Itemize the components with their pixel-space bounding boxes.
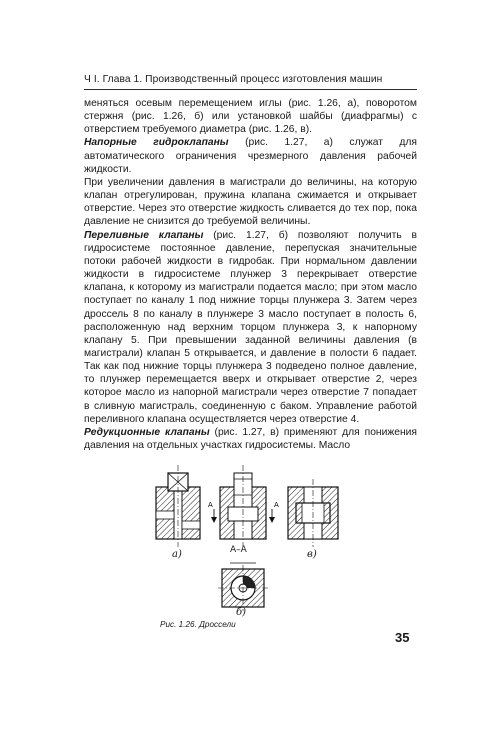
term-overflow-valves: Переливные клапаны [84,229,204,241]
label-b: б) [236,607,247,618]
section-arrow-label-right: А [274,501,279,509]
drawing-b [208,465,279,547]
paragraph [84,229,417,426]
paragraph: При увеличении давления в магистрали до величины, на которую клапан отрегулирован, пружина клапана сжимается и открывает отверстие. Через это отверстие жидкость сливается до тех пор, пока давление не снизится до требуемой величины. [84,176,417,228]
page-number: 35 [395,630,410,645]
drawing-v [288,479,338,547]
paragraph-text: (рис. 1.27, б) позволяют получить в гидросистеме постоянное давление, перепуская значительные потоки рабочей жидкости в гидробак. При нормальном давлении жидкости в гидросистеме плунжер 3 перекрывает отверстие клапана, к которому из магистрали подается масло; при этом масло поступает по каналу 1 под нижние торцы плунжера 3. Затем через дроссель 8 по каналу в плунжере 3 масло поступает в полость 6, расположенную над верхним торцом плунжера 3, к напорному клапану 5. При превышении заданной величины давления (в магистрали) клапан 5 открывается, и давление в полости 6 падает. Так как под нижние торцы плунжера 3 подведено полное давление, то плунжер перемещается вверх и открывает отверстие 2, через которое масло из напорной магистрали через отверстие 7 попадает в сливную магистраль, соединенную с баком. Управление работой переливного клапана осуществляется через отверстие 4. [84,229,417,425]
paragraph [84,426,417,452]
throttle-drawings [150,465,350,625]
term-pressure-valves: Напорные гидроклапаны [84,137,229,149]
section-label: А–А [230,545,247,555]
paragraph-text: (рис. 1.27, в) применяют для понижения давления на отдельных участках гидросистемы. Масло [84,426,417,452]
header-rule [84,89,417,90]
running-header: Ч I. Глава 1. Производственный процесс изготовления машин [84,74,383,85]
body-text [84,97,417,452]
section-a-a [218,563,268,611]
paragraph [84,136,417,175]
paragraph: меняться осевым перемещением иглы (рис. 1.26, а), поворотом стержня (рис. 1.26, б) или установкой шайбы (диафрагмы) с отверстием требуемого диаметра (рис. 1.26, в). [84,98,417,136]
drawing-a [156,465,200,547]
label-a: а) [172,549,182,560]
throttle-figure [150,465,350,635]
paragraph-text: (рис. 1.27, а) служат для автоматического ограничения чрезмерного давления рабочей жидкости. [84,137,417,175]
figure-caption: Рис. 1.26. Дроссели [160,620,236,629]
label-v: в) [307,549,317,560]
term-reducing-valves: Редукционные клапаны [84,426,210,438]
section-arrow-label-left: А [208,501,213,509]
